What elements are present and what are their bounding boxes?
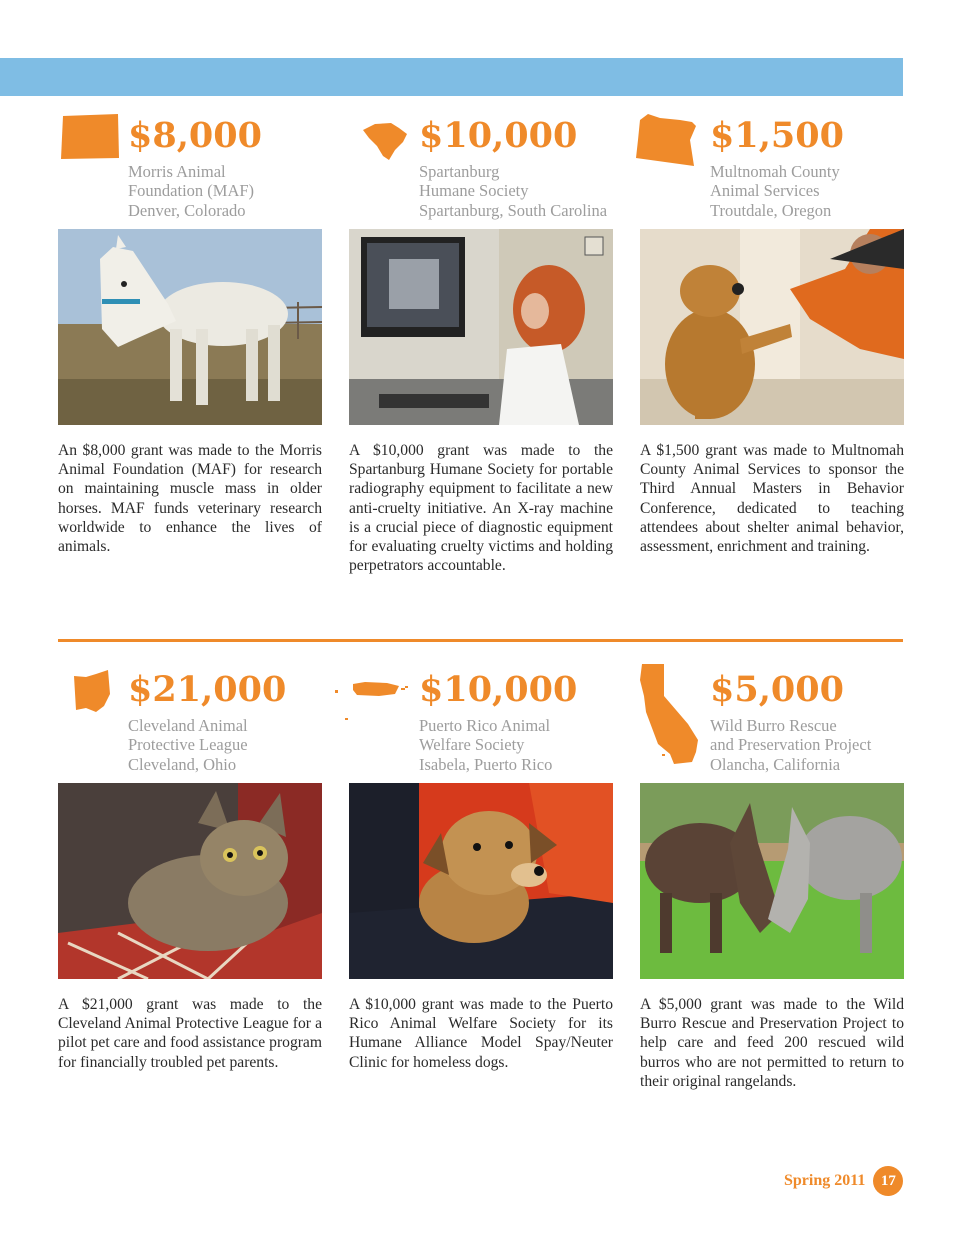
grant-recipient: [128, 716, 248, 774]
dog-training-photo: [640, 229, 904, 425]
grant-amount: $5,000: [710, 669, 844, 710]
grant-recipient: [710, 162, 840, 220]
page-footer: [784, 1166, 903, 1196]
grant-description: A $1,500 grant was made to Multnomah County Animal Services to sponsor the Third Annual Masters in Behavior Conference, dedicated to teaching attendees about shelter animal behavior, assessment, enrichment and training.: [640, 442, 904, 556]
grant-description: A $10,000 grant was made to the Puerto Rico Animal Welfare Society for its Humane Alliance Model Spay/Neuter Clinic for homeless dogs.: [349, 996, 613, 1071]
recipient-name-line: Puerto Rico Animal: [419, 716, 551, 735]
grant-recipient: [128, 162, 254, 220]
recipient-name-line: Morris Animal: [128, 162, 226, 181]
grant-amount: $8,000: [128, 115, 262, 156]
recipient-name-line: Protective League: [128, 735, 248, 755]
header-banner: [0, 58, 903, 96]
puerto-rico-icon: [335, 678, 409, 722]
grant-recipient: [419, 162, 607, 220]
recipient-location: Denver, Colorado: [128, 200, 246, 220]
grant-description: A $10,000 grant was made to the Spartanburg Humane Society for portable radiography equipment to facilitate a new anti-cruelty initiative. An X-ray machine is a crucial piece of diagnostic equipment for evaluating cruelty victims and holding perpetrators accountable.: [349, 442, 613, 575]
section-divider: [58, 639, 903, 642]
recipient-location: Spartanburg, South Carolina: [419, 200, 608, 220]
burros-photo: [640, 783, 904, 979]
recipient-name-line: Welfare Society: [419, 735, 525, 755]
issue-label: Spring 2011: [784, 1172, 866, 1189]
recipient-name-line: Multnomah County: [710, 162, 840, 181]
recipient-name-line: Animal Services: [710, 181, 820, 201]
grant-amount: $1,500: [710, 115, 844, 156]
xray-technician-photo: [349, 229, 613, 425]
grant-description: An $8,000 grant was made to the Morris Animal Foundation (MAF) for research on maintaining muscle mass in older horses. MAF funds veterinary research worldwide to enhance the lives of animals.: [58, 442, 322, 556]
recipient-name-line: Spartanburg: [419, 162, 500, 181]
grant-amount: $21,000: [128, 669, 287, 710]
california-icon: [640, 662, 702, 768]
recipient-name-line: Wild Burro Rescue: [710, 716, 837, 735]
recipient-name-line: Foundation (MAF): [128, 181, 255, 201]
recipient-name-line: Cleveland Animal: [128, 716, 248, 735]
grant-recipient: [710, 716, 871, 774]
recipient-location: Troutdale, Oregon: [710, 200, 832, 220]
oregon-icon: [634, 114, 700, 168]
colorado-icon: [60, 114, 120, 160]
puppy-photo: [349, 783, 613, 979]
grant-description: A $5,000 grant was made to the Wild Burro Rescue and Preservation Project to help care and feed 200 rescued wild burros who are not permitted to return to their original rangelands.: [640, 996, 904, 1090]
horse-photo: [58, 229, 322, 425]
grant-amount: $10,000: [419, 115, 578, 156]
recipient-name-line: Humane Society: [419, 181, 529, 201]
tabby-cat-photo: [58, 783, 322, 979]
grant-description: A $21,000 grant was made to the Cleveland Animal Protective League for a pilot pet care and food assistance program for financially troubled pet parents.: [58, 996, 322, 1071]
south-carolina-icon: [363, 120, 409, 162]
ohio-icon: [74, 670, 114, 714]
grant-recipient: [419, 716, 552, 774]
page-number-badge: 17: [873, 1166, 903, 1196]
recipient-location: Olancha, California: [710, 754, 841, 774]
recipient-location: Isabela, Puerto Rico: [419, 754, 553, 774]
recipient-location: Cleveland, Ohio: [128, 754, 237, 774]
recipient-name-line: and Preservation Project: [710, 735, 872, 755]
grant-amount: $10,000: [419, 669, 578, 710]
